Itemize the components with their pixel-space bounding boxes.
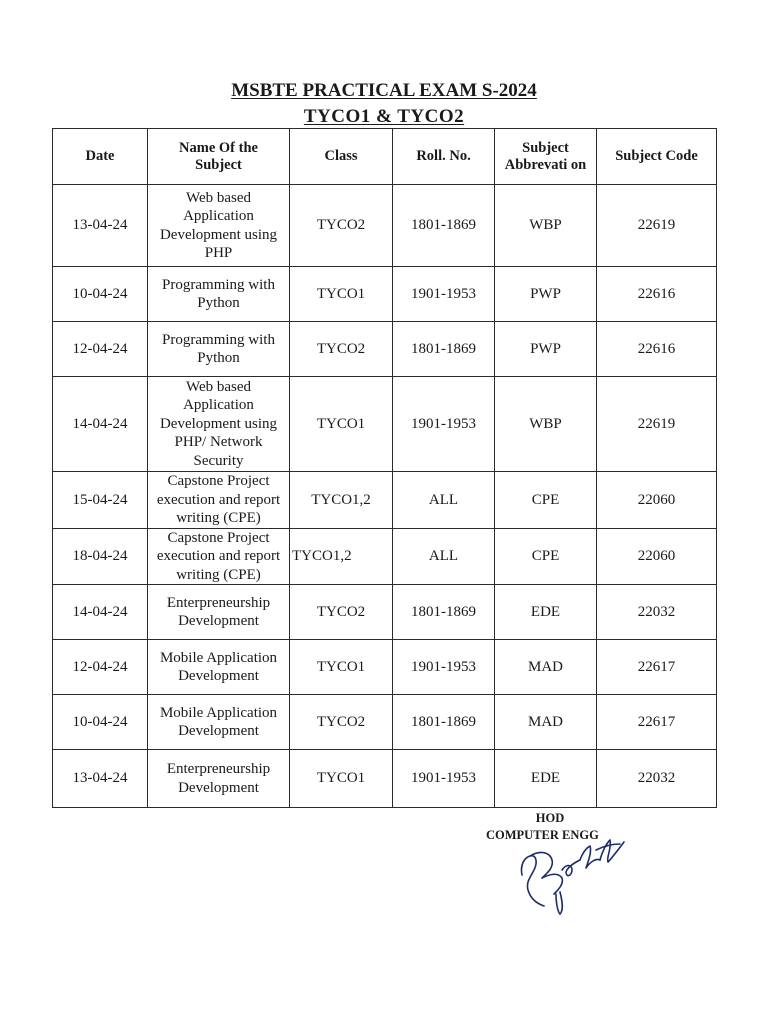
- cell-subject-code: 22617: [597, 640, 717, 695]
- cell-class: TYCO1,2: [290, 472, 393, 529]
- cell-abbreviation: PWP: [495, 322, 597, 377]
- signatory-role: HOD: [535, 811, 565, 825]
- cell-subject-code: 22619: [597, 185, 717, 267]
- handwritten-signature: [500, 820, 630, 915]
- table-row: [53, 528, 717, 585]
- cell-subject: Enterpreneurship Development: [148, 585, 290, 640]
- cell-subject: Web based Application Development using PHP: [148, 185, 290, 267]
- cell-subject: Capstone Project execution and report writing (CPE): [148, 472, 290, 529]
- table-row: [53, 695, 717, 750]
- cell-abbreviation: EDE: [495, 585, 597, 640]
- column-header-subject-code: Subject Code: [597, 129, 717, 185]
- cell-class: TYCO2: [290, 695, 393, 750]
- cell-date: 10-04-24: [53, 267, 148, 322]
- cell-class: TYCO1,2: [290, 528, 393, 585]
- cell-abbreviation: WBP: [495, 185, 597, 267]
- cell-abbreviation: WBP: [495, 377, 597, 472]
- cell-subject-code: 22616: [597, 267, 717, 322]
- cell-roll-no: 1901-1953: [393, 750, 495, 808]
- cell-roll-no: 1801-1869: [393, 585, 495, 640]
- cell-class: TYCO1: [290, 377, 393, 472]
- cell-roll-no: 1901-1953: [393, 377, 495, 472]
- cell-subject: Enterpreneurship Development: [148, 750, 290, 808]
- cell-subject-code: 22617: [597, 695, 717, 750]
- page-title: MSBTE PRACTICAL EXAM S-2024: [231, 80, 537, 101]
- cell-subject: Web based Application Development using PHP/ Network Security: [148, 377, 290, 472]
- cell-roll-no: 1801-1869: [393, 322, 495, 377]
- cell-date: 14-04-24: [53, 585, 148, 640]
- cell-class: TYCO1: [290, 750, 393, 808]
- table-row: [53, 377, 717, 472]
- signature-strokes: [521, 840, 624, 914]
- cell-subject: Mobile Application Development: [148, 640, 290, 695]
- cell-abbreviation: PWP: [495, 267, 597, 322]
- cell-date: 18-04-24: [53, 528, 148, 585]
- cell-subject: Mobile Application Development: [148, 695, 290, 750]
- cell-subject: Programming with Python: [148, 322, 290, 377]
- cell-roll-no: 1801-1869: [393, 185, 495, 267]
- cell-subject-code: 22032: [597, 585, 717, 640]
- cell-roll-no: ALL: [393, 528, 495, 585]
- table-row: [53, 322, 717, 377]
- cell-abbreviation: MAD: [495, 695, 597, 750]
- cell-subject-code: 22032: [597, 750, 717, 808]
- column-header-roll-no: Roll. No.: [393, 129, 495, 185]
- page-subtitle: TYCO1 & TYCO2: [303, 106, 465, 127]
- cell-subject-code: 22616: [597, 322, 717, 377]
- cell-date: 12-04-24: [53, 640, 148, 695]
- cell-subject-code: 22060: [597, 472, 717, 529]
- cell-class: TYCO1: [290, 640, 393, 695]
- table-row: [53, 472, 717, 529]
- table-header-row: [53, 129, 717, 185]
- cell-abbreviation: MAD: [495, 640, 597, 695]
- cell-abbreviation: EDE: [495, 750, 597, 808]
- cell-class: TYCO2: [290, 322, 393, 377]
- exam-schedule-table: [52, 128, 717, 808]
- column-header-subject-name: Name Of the Subject: [148, 129, 290, 185]
- column-header-date: Date: [53, 129, 148, 185]
- cell-subject-code: 22619: [597, 377, 717, 472]
- cell-class: TYCO1: [290, 267, 393, 322]
- cell-date: 12-04-24: [53, 322, 148, 377]
- cell-roll-no: 1901-1953: [393, 640, 495, 695]
- cell-class: TYCO2: [290, 585, 393, 640]
- cell-roll-no: ALL: [393, 472, 495, 529]
- cell-abbreviation: CPE: [495, 528, 597, 585]
- table-row: [53, 267, 717, 322]
- cell-date: 13-04-24: [53, 750, 148, 808]
- table-row: [53, 585, 717, 640]
- column-header-class: Class: [290, 129, 393, 185]
- cell-roll-no: 1801-1869: [393, 695, 495, 750]
- cell-subject-code: 22060: [597, 528, 717, 585]
- cell-subject: Capstone Project execution and report writing (CPE): [148, 528, 290, 585]
- cell-date: 13-04-24: [53, 185, 148, 267]
- cell-subject: Programming with Python: [148, 267, 290, 322]
- signatory-department: COMPUTER ENGG: [486, 828, 599, 842]
- table-row: [53, 640, 717, 695]
- cell-date: 15-04-24: [53, 472, 148, 529]
- cell-date: 10-04-24: [53, 695, 148, 750]
- table-row: [53, 185, 717, 267]
- column-header-subject-abbreviation: Subject Abbrevati on: [495, 129, 597, 185]
- cell-class: TYCO2: [290, 185, 393, 267]
- cell-date: 14-04-24: [53, 377, 148, 472]
- table-row: [53, 750, 717, 808]
- cell-roll-no: 1901-1953: [393, 267, 495, 322]
- cell-abbreviation: CPE: [495, 472, 597, 529]
